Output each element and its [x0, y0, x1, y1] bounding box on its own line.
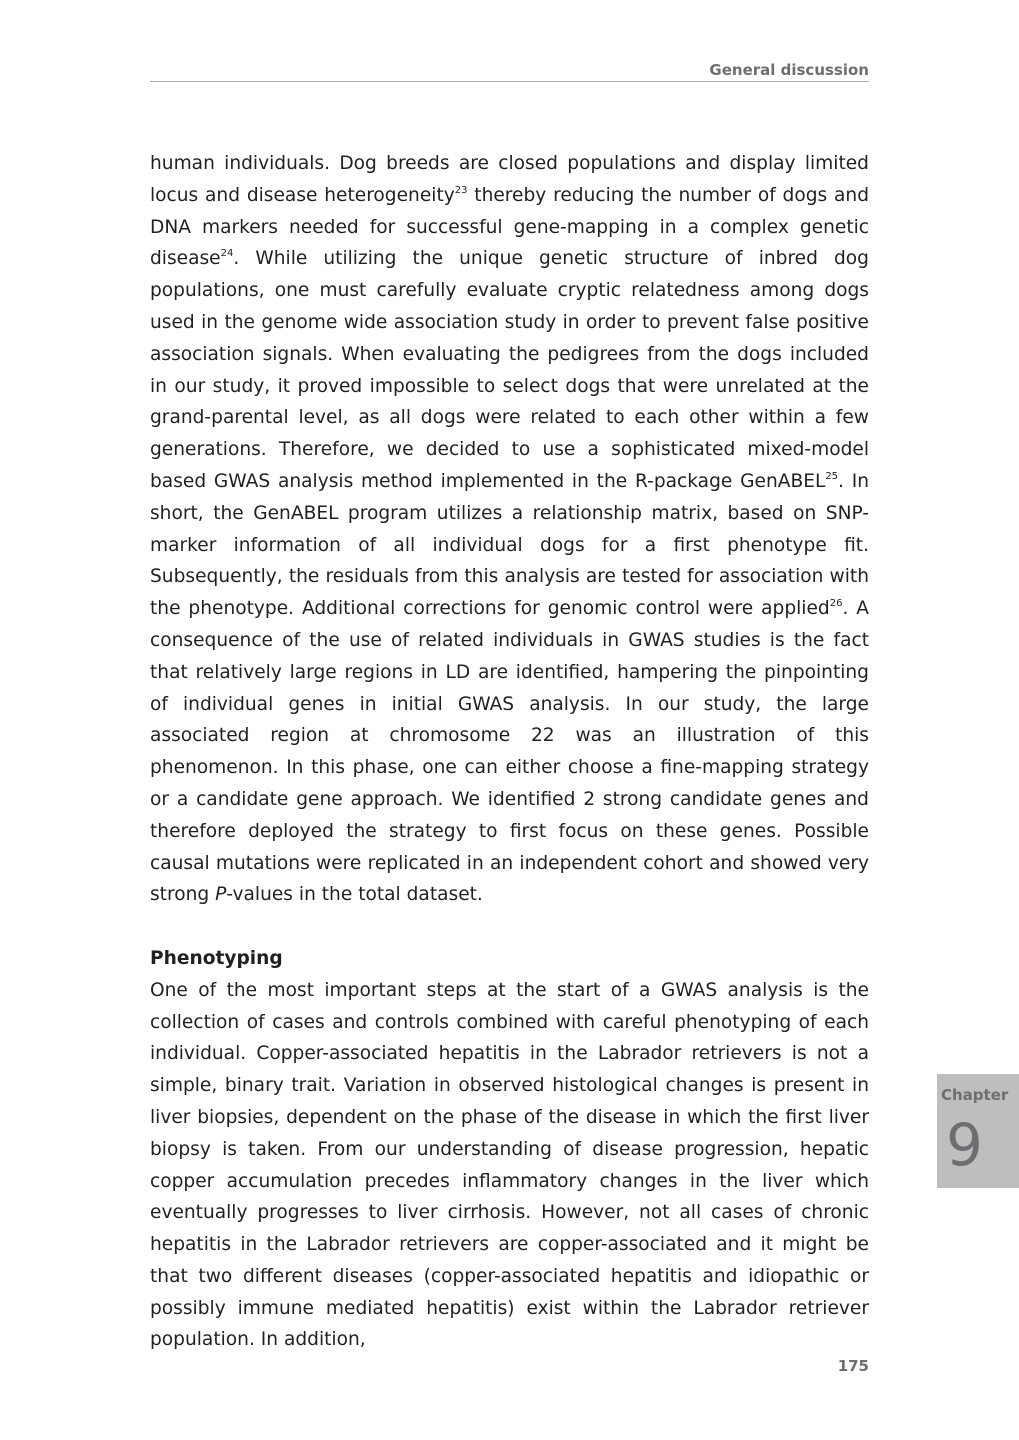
text-run: . While utilizing the unique genetic structure of inbred dog populations, one must carefully evaluate cryptic relatedness among dogs used in the genome wide association study in order to prevent false positive association signals. When evaluating the pedigrees from the dogs included in our study, it proved impossible to select dogs that were unrelated at the grand-parental level, as all dogs were related to each other within a few generations. Therefore, we decided to use a sophisticated mixed-model based GWAS analysis method implemented in the R-package GenABEL	[150, 248, 869, 492]
chapter-number: 9	[946, 1111, 983, 1179]
chapter-tab	[937, 1074, 1019, 1188]
paragraph-phenotyping: One of the most important steps at the start of a GWAS analysis is the collection of cases and controls combined with careful phenotyping of each individual. Copper-associated hepatitis in the Labrador retrievers is not a simple, binary trait. Variation in observed histological changes is present in liver biopsies, dependent on the phase of the disease in which the first liver biopsy is taken. From our understanding of disease progression, hepatic copper accumulation precedes inflammatory changes in the liver which eventually progresses to liver cirrhosis. However, not all cases of chronic hepatitis in the Labrador retrievers are copper-associated and it might be that two different diseases (copper-associated hepatitis and idiopathic or possibly immune mediated hepatitis) exist within the Labrador retriever population. In addition,	[150, 979, 869, 1351]
section-heading-phenotyping: Phenotyping	[150, 947, 283, 969]
text-run: . A consequence of the use of related individuals in GWAS studies is the fact that relatively large regions in LD are identified, hampering the pinpointing of individual genes in initial GWAS analysis. In our study, the large associated region at chromosome 22 was an illustration of this phenomenon. In this phase, one can either choose a fine-mapping strategy or a candidate gene approach. We identified 2 strong candidate genes and therefore deployed the strategy to first focus on these genes. Possible causal mutations were replicated in an independent cohort and showed very strong	[150, 598, 869, 906]
paragraph-gwas-method	[150, 148, 869, 911]
body-text	[150, 148, 869, 1356]
text-run: -values in the total dataset.	[226, 884, 483, 906]
chapter-label: Chapter	[941, 1086, 1009, 1104]
running-header: General discussion	[709, 61, 869, 79]
page-number: 175	[837, 1357, 869, 1375]
text-run: human individuals. Dog breeds are closed populations and display limited locus and disease heterogeneity	[150, 153, 869, 206]
citation-25: 25	[825, 470, 839, 482]
citation-24: 24	[220, 248, 234, 260]
citation-23: 23	[454, 184, 468, 196]
header-rule	[150, 81, 869, 82]
text-run: thereby reducing the number of dogs and DNA markers needed for successful gene-mapping in a complex genetic disease	[150, 184, 870, 270]
citation-26: 26	[829, 597, 843, 609]
italic-p: P	[215, 884, 227, 906]
text-run: . In short, the GenABEL program utilizes a relationship matrix, based on SNP-marker information of all individual dogs for a first phenotype fit. Subsequently, the residuals from this analysis are tested for association with the phenotype. Additional corrections for genomic control were applied	[150, 470, 869, 620]
